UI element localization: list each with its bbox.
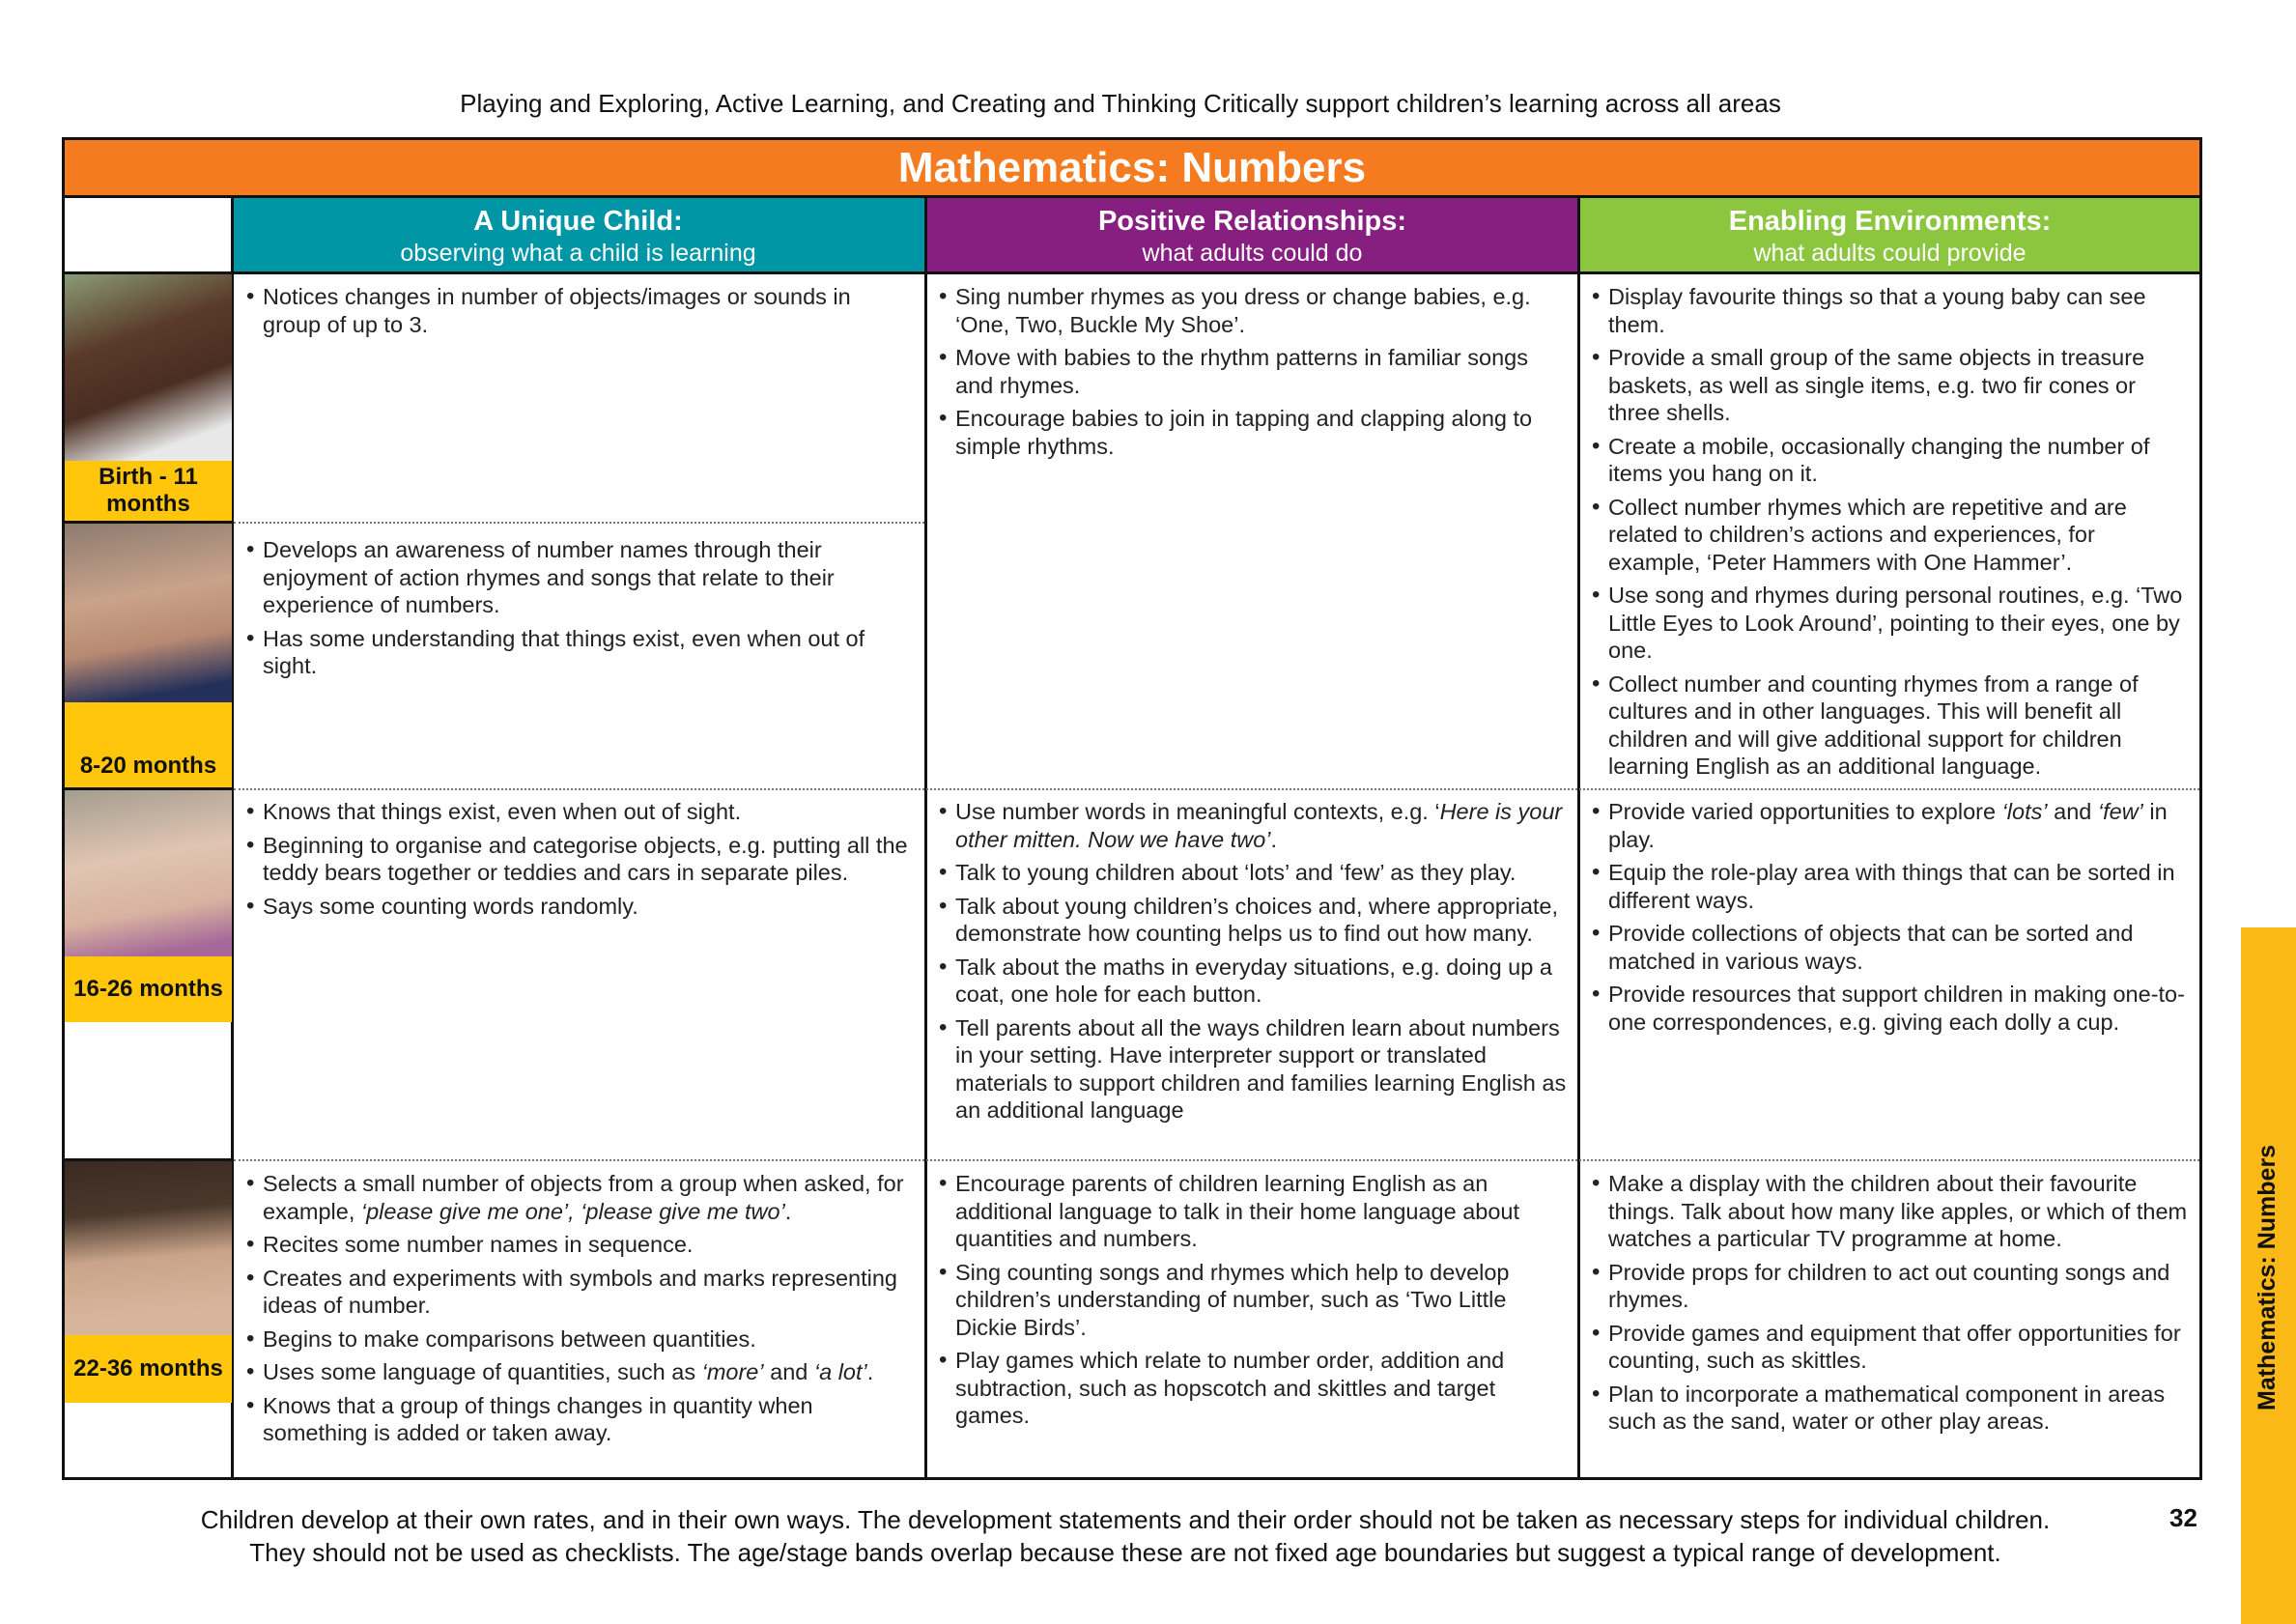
list-item: • Equip the role-play area with things that can be sorted in different ways. (1592, 859, 2191, 914)
footer-line-2: They should not be used as checklists. The age/stage bands overlap because these are not fixed age boundaries but suggest a typical range of development. (249, 1538, 2001, 1567)
list-item: • Provide collections of objects that can be sorted and matched in various ways. (1592, 920, 2191, 975)
header-blank (65, 198, 232, 274)
italic-quote: Here is your other mitten. Now we have two’ (955, 799, 1563, 852)
italic-quote: ‘more’ (701, 1359, 764, 1384)
list-item: • Encourage parents of children learning English as an additional language to talk in their home language about quantities and numbers. (939, 1170, 1567, 1253)
list-item: • Provide resources that support children in making one-to-one correspondences, e.g. giving each dolly a cup. (1592, 981, 2191, 1036)
age-label-22-36: 22-36 months (65, 1335, 232, 1403)
page-number: 32 (2169, 1503, 2197, 1532)
italic-quote: ‘a lot’ (813, 1359, 867, 1384)
list-item: • Sing number rhymes as you dress or change babies, e.g. ‘One, Two, Buckle My Shoe’. (939, 283, 1567, 338)
toddler-photo (65, 790, 232, 956)
list-item: • Knows that things exist, even when out of sight. (246, 798, 913, 826)
baby-photo (65, 274, 232, 461)
enabling-environments-16-26 (1592, 798, 2191, 1041)
list-item: • Collect number rhymes which are repetitive and are related to children’s actions and experiences, for example, ‘Peter Hammers with One Hammer’. (1592, 494, 2191, 577)
header-unique-child (232, 198, 924, 274)
list-item: • Play games which relate to number order, addition and subtraction, such as hopscotch and skittles and target games. (939, 1347, 1567, 1430)
positive-relationships-22-36 (939, 1170, 1567, 1436)
list-item: • Develops an awareness of number names through their enjoyment of action rhymes and songs that relate to their experience of numbers. (246, 536, 913, 619)
header-subtitle: what adults could do (1142, 240, 1363, 267)
list-item: • Knows that a group of things changes in quantity when something is added or taken away. (246, 1392, 913, 1447)
list-item: • Begins to make comparisons between quantities. (246, 1325, 913, 1353)
list-item: • Display favourite things so that a young baby can see them. (1592, 283, 2191, 338)
unique-child-birth-11 (246, 283, 913, 344)
header-title: Positive Relationships: (1097, 206, 1407, 237)
list-item: • Creates and experiments with symbols and marks representing ideas of number. (246, 1265, 913, 1320)
list-item: • Talk about the maths in everyday situations, e.g. doing up a coat, one hole for each button. (939, 954, 1567, 1009)
italic-quote: ‘few’ (2097, 799, 2143, 824)
smiling-baby-photo (65, 524, 232, 702)
divider (924, 198, 927, 1477)
header-positive-relationships (927, 198, 1577, 274)
enabling-environments-birth-20 (1592, 283, 2191, 786)
italic-quote: ‘please give me one’, ‘please give me two’ (360, 1198, 785, 1224)
age-label-8-20: 8-20 months (65, 702, 232, 787)
list-item: • Has some understanding that things exist, even when out of sight. (246, 625, 913, 680)
header-subtitle: what adults could provide (1753, 240, 2027, 267)
unique-child-22-36 (246, 1170, 913, 1453)
list-item: • Move with babies to the rhythm patterns in familiar songs and rhymes. (939, 344, 1567, 399)
list-item: • Create a mobile, occasionally changing the number of items you hang on it. (1592, 433, 2191, 488)
footer-line-1: Children develop at their own rates, and in their own ways. The development statements and their order should not be taken as necessary steps for individual children. (200, 1505, 2051, 1534)
side-tab-label: Mathematics: Numbers (2253, 1144, 2281, 1410)
list-item: • Provide games and equipment that offer opportunities for counting, such as skittles. (1592, 1320, 2191, 1375)
numbers-table (62, 137, 2202, 1480)
list-item: • Provide varied opportunities to explore ‘lots’ and ‘few’ in play. (1592, 798, 2191, 853)
list-item: • Plan to incorporate a mathematical component in areas such as the sand, water or other play areas. (1592, 1381, 2191, 1436)
unique-child-8-20 (246, 536, 913, 686)
header-subtitle: observing what a child is learning (400, 240, 756, 267)
top-caption: Playing and Exploring, Active Learning, and Creating and Thinking Critically support children’s learning across all areas (460, 89, 1781, 118)
divider (1577, 198, 1580, 1477)
positive-relationships-birth-20 (939, 283, 1567, 466)
header-title: A Unique Child: (473, 206, 683, 237)
dotted-divider (234, 1159, 2199, 1161)
italic-quote: ‘lots’ (2001, 799, 2048, 824)
list-item: • Sing counting songs and rhymes which help to develop children’s understanding of number, such as ‘Two Little Dickie Birds’. (939, 1259, 1567, 1342)
list-item: • Encourage babies to join in tapping and clapping along to simple rhythms. (939, 405, 1567, 460)
list-item: • Tell parents about all the ways children learn about numbers in your setting. Have interpreter support or translated materials to support children and families learning English as an additional language (939, 1014, 1567, 1125)
list-item: • Says some counting words randomly. (246, 893, 913, 921)
list-item: • Uses some language of quantities, such as ‘more’ and ‘a lot’. (246, 1358, 913, 1386)
header-enabling-environments (1580, 198, 2199, 274)
child-photo (65, 1161, 232, 1335)
list-item: • Make a display with the children about their favourite things. Talk about how many like apples, or which of them watches a particular TV programme at home. (1592, 1170, 2191, 1253)
list-item: • Provide a small group of the same objects in treasure baskets, as well as single items, e.g. two fir cones or three shells. (1592, 344, 2191, 427)
dotted-divider (234, 788, 2199, 790)
dotted-divider (234, 522, 924, 524)
list-item: • Provide props for children to act out counting songs and rhymes. (1592, 1259, 2191, 1314)
positive-relationships-16-26 (939, 798, 1567, 1130)
list-item: • Recites some number names in sequence. (246, 1231, 913, 1259)
list-item: • Use song and rhymes during personal routines, e.g. ‘Two Little Eyes to Look Around’, pointing to their eyes, one by one. (1592, 582, 2191, 665)
unique-child-16-26 (246, 798, 913, 926)
list-item: • Beginning to organise and categorise objects, e.g. putting all the teddy bears together or teddies and cars in separate piles. (246, 832, 913, 887)
table-title: Mathematics: Numbers (65, 140, 2199, 198)
list-item: • Collect number and counting rhymes from a range of cultures and in other languages. This will benefit all children and will give additional support for children learning English as an additional language. (1592, 670, 2191, 781)
footer-note (58, 1503, 2193, 1569)
list-item: • Selects a small number of objects from a group when asked, for example, ‘please give me one’, ‘please give me two’. (246, 1170, 913, 1225)
age-label-16-26: 16-26 months (65, 956, 232, 1022)
list-item: • Talk to young children about ‘lots’ and ‘few’ as they play. (939, 859, 1567, 887)
header-title: Enabling Environments: (1728, 206, 2052, 237)
enabling-environments-22-36 (1592, 1170, 2191, 1441)
list-item: • Notices changes in number of objects/images or sounds in group of up to 3. (246, 283, 913, 338)
list-item: • Use number words in meaningful contexts, e.g. ‘Here is your other mitten. Now we have two’. (939, 798, 1567, 853)
age-label-birth-11: Birth - 11 months (65, 461, 232, 521)
list-item: • Talk about young children’s choices and, where appropriate, demonstrate how counting helps us to find out how many. (939, 893, 1567, 948)
